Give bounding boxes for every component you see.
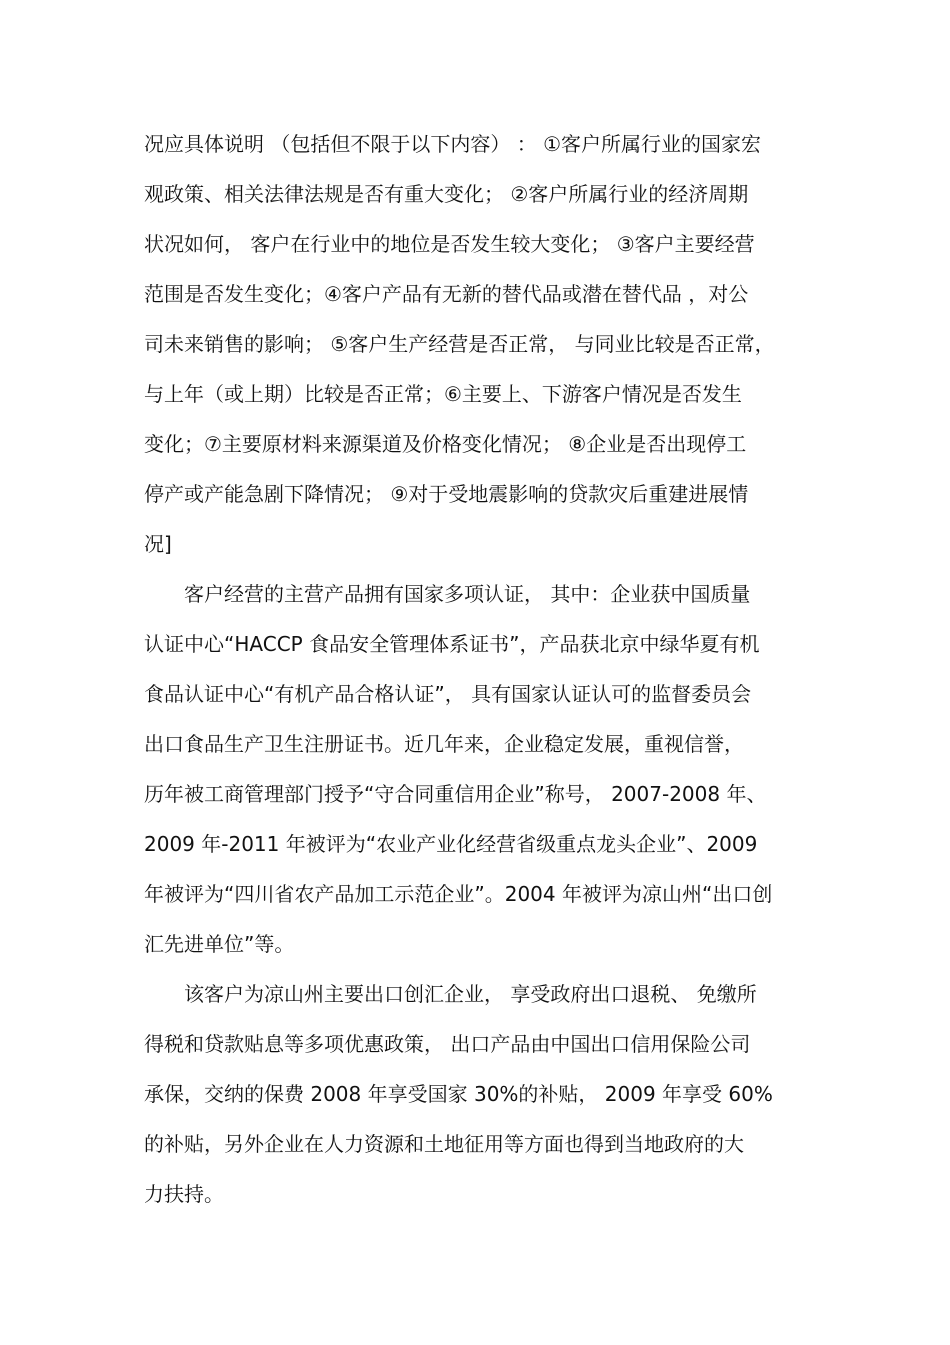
text-line: 状况如何， 客户在行业中的地位是否发生较大变化； ③客户主要经营 [144, 232, 755, 256]
text-line: 变化；⑦主要原材料来源渠道及价格变化情况； ⑧企业是否出现停工 [144, 432, 747, 456]
text-line: 历年被工商管理部门授予“守合同重信用企业”称号， 2007-2008 年、 [144, 782, 767, 806]
text-line: 2009 年-2011 年被评为“农业产业化经营省级重点龙头企业”、2009 [144, 832, 758, 856]
text-line: 得税和贷款贴息等多项优惠政策， 出口产品由中国出口信用保险公司 [144, 1032, 751, 1056]
paragraph-first-line: 客户经营的主营产品拥有国家多项认证， 其中：企业获中国质量 [184, 582, 751, 606]
text-line: 观政策、相关法律法规是否有重大变化； ②客户所属行业的经济周期 [144, 182, 749, 206]
text-line: 的补贴，另外企业在人力资源和土地征用等方面也得到当地政府的大 [144, 1132, 744, 1156]
text-line: 停产或产能急剧下降情况； ⑨对于受地震影响的贷款灾后重建进展情 [144, 482, 749, 506]
text-line: 范围是否发生变化；④客户产品有无新的替代品或潜在替代品 ，对公 [144, 282, 749, 306]
text-line: 出口食品生产卫生注册证书。近几年来，企业稳定发展，重视信誉， [144, 732, 744, 756]
text-line: 况] [144, 532, 172, 556]
text-line: 承保，交纳的保费 2008 年享受国家 30%的补贴， 2009 年享受 60% [144, 1082, 773, 1106]
text-line: 与上年（或上期）比较是否正常；⑥主要上、下游客户情况是否发生 [144, 382, 742, 406]
text-line: 认证中心“HACCP 食品安全管理体系证书”，产品获北京中绿华夏有机 [144, 632, 760, 656]
text-line: 汇先进单位”等。 [144, 932, 295, 956]
text-line: 食品认证中心“有机产品合格认证”， 具有国家认证认可的监督委员会 [144, 682, 752, 706]
text-line: 力扶持。 [144, 1182, 224, 1206]
text-line: 司未来销售的影响； ⑤客户生产经营是否正常， 与同业比较是否正常， [144, 332, 775, 356]
paragraph-first-line: 该客户为凉山州主要出口创汇企业， 享受政府出口退税、 免缴所 [184, 982, 757, 1006]
text-line: 年被评为“四川省农产品加工示范企业”。2004 年被评为凉山州“出口创 [144, 882, 773, 906]
text-line: 况应具体说明 （包括但不限于以下内容） ： ①客户所属行业的国家宏 [144, 132, 762, 156]
